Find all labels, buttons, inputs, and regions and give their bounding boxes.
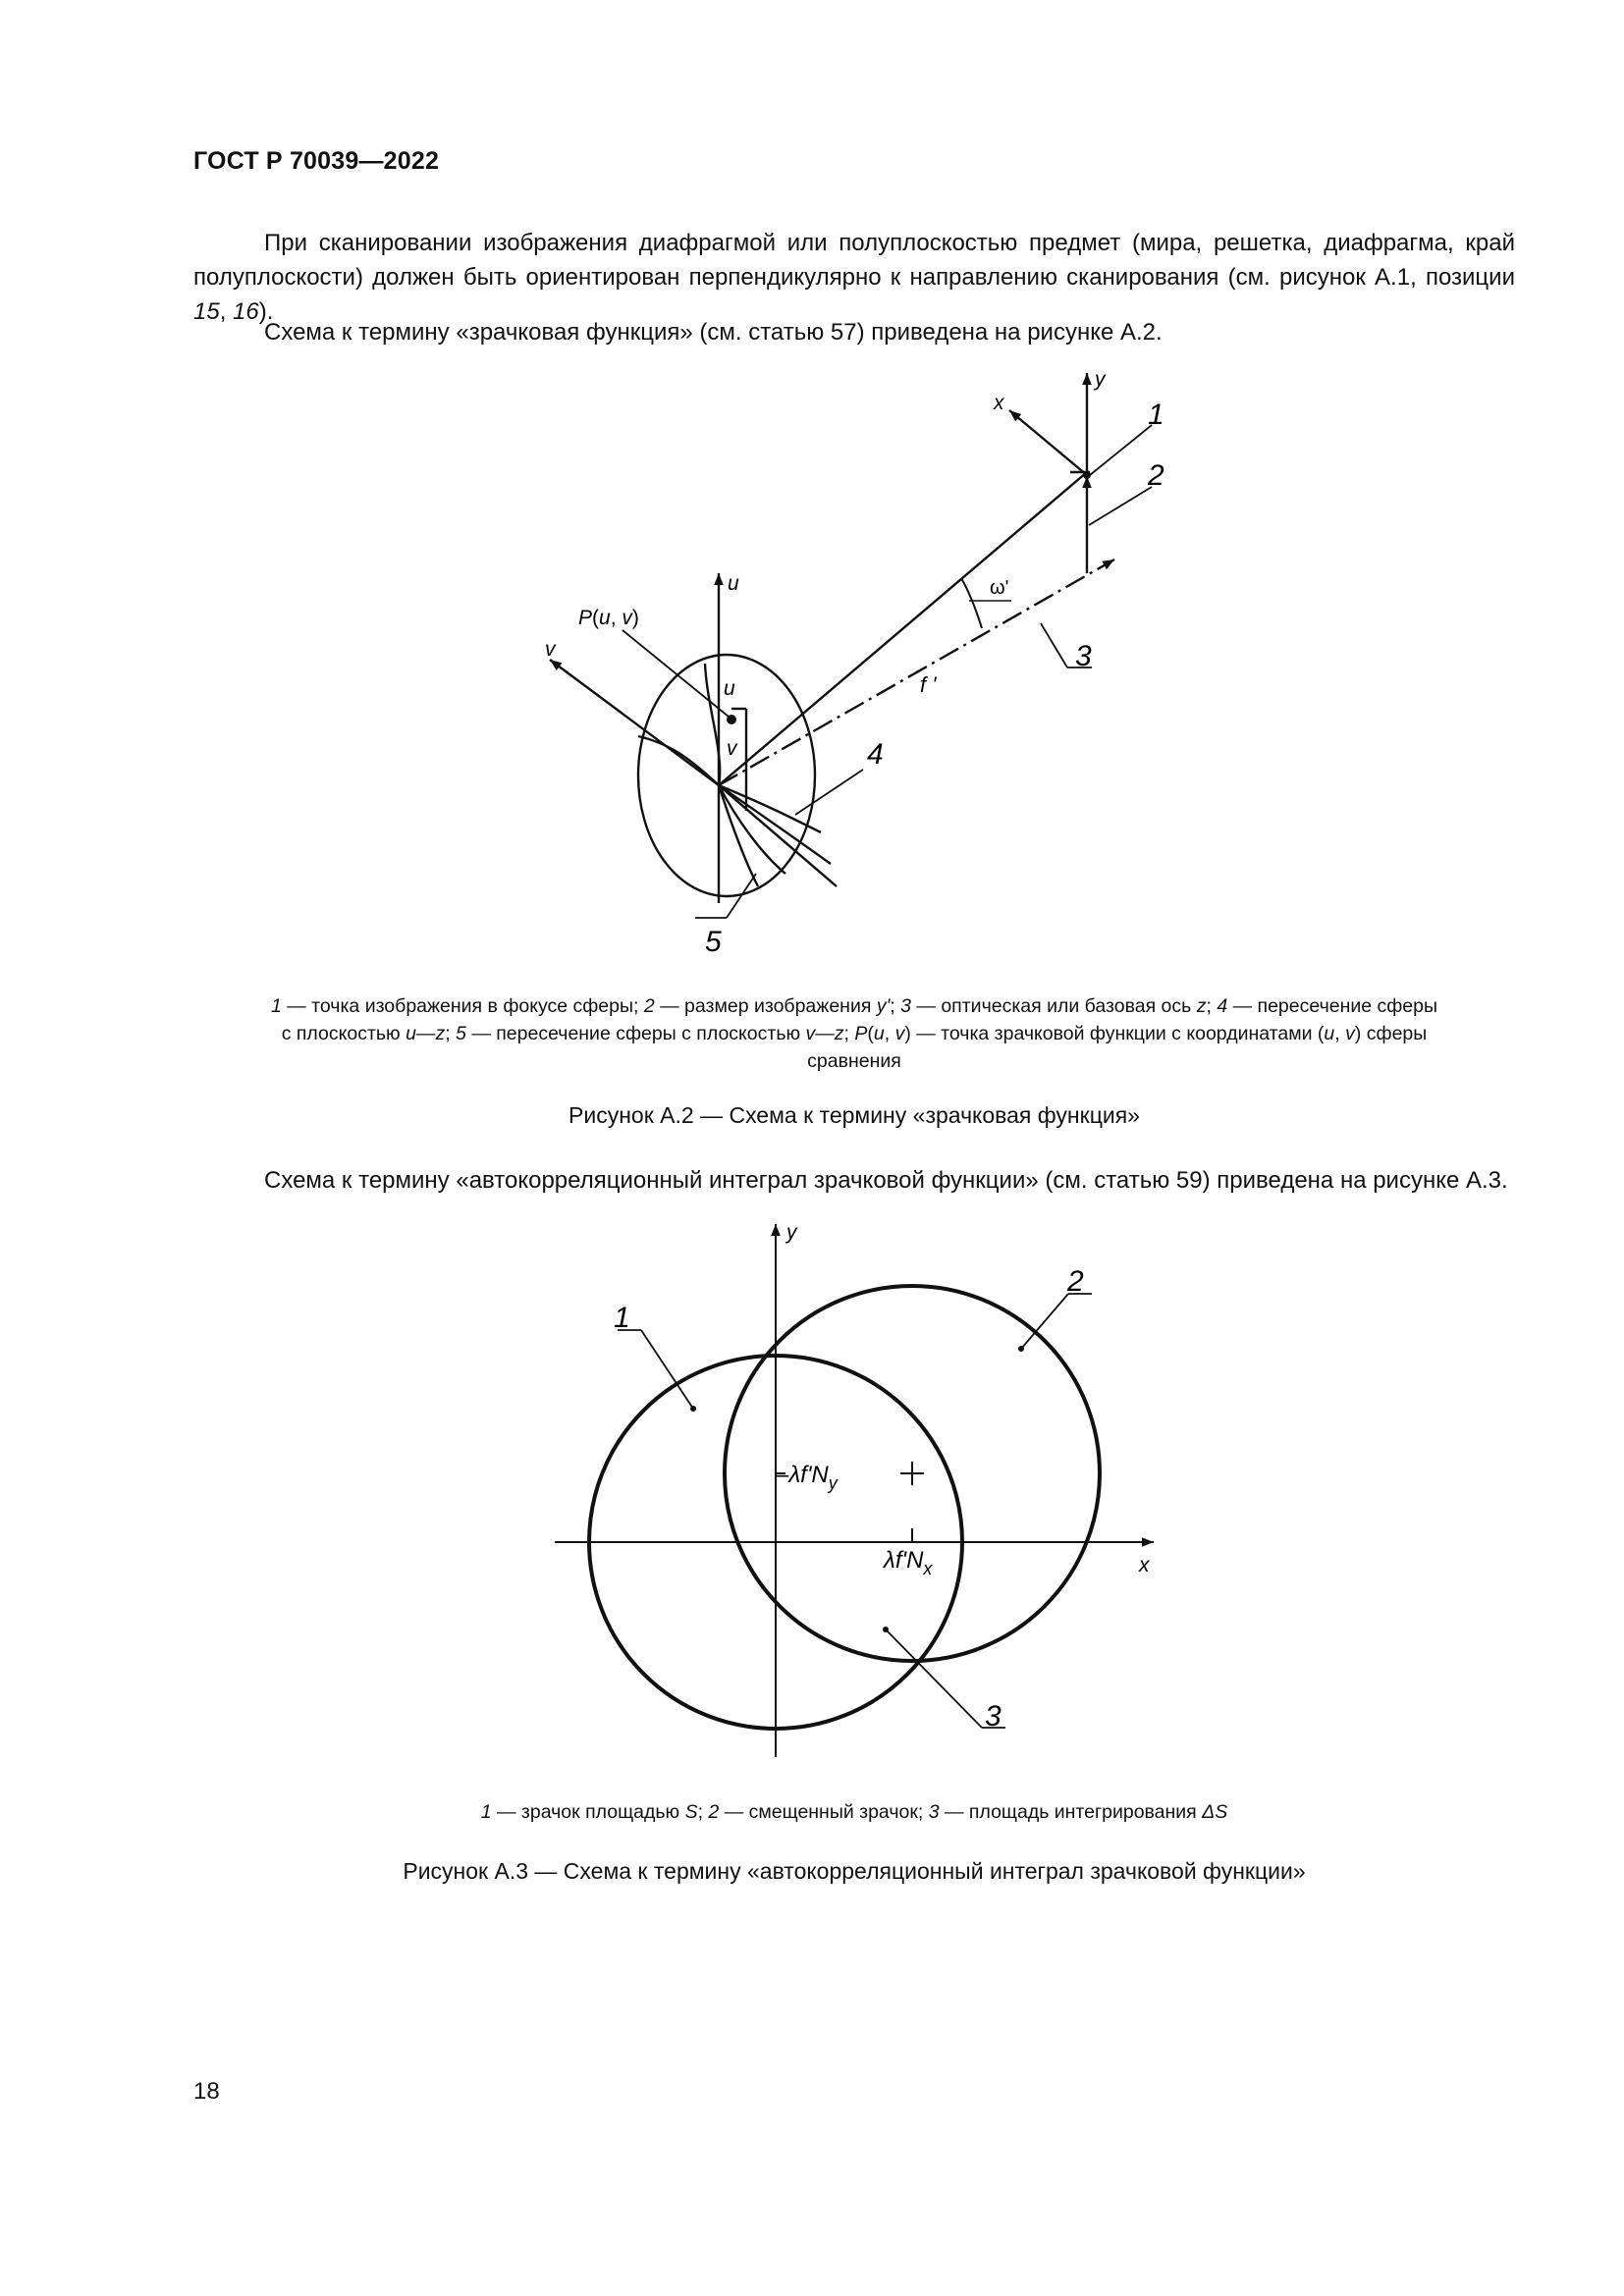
legend-line: сравнения [807,1050,901,1072]
label-ny: $-\lambda f'N_y$ [776,1462,838,1493]
label-x: x [1139,1554,1150,1576]
leader-3 [1041,623,1067,667]
label-y: y [786,1221,797,1244]
label-y: y [1095,368,1106,391]
leader-4 [795,770,863,815]
point-3 [883,1627,889,1632]
callout-3: 3 [1075,640,1092,672]
omega-angle-arc [961,578,982,628]
position-ref: 15 [193,298,220,325]
callout-5: 5 [705,926,722,958]
label-p-point: P(u, v) [578,607,639,629]
focus-point [1083,471,1091,479]
callout-2: 2 [1067,1265,1084,1298]
label-omega: ω' [990,577,1009,599]
label-u-small: u [724,677,735,700]
callout-4: 4 [867,738,884,771]
callout-3: 3 [985,1700,1001,1733]
figure-a3-title: Рисунок А.3 — Схема к термину «автокорреляционный интеграл зрачковой функции» [403,1858,1306,1884]
x-axis-image [1009,410,1087,475]
callout-2: 2 [1148,459,1164,492]
figure-a2-title: Рисунок А.2 — Схема к термину «зрачковая функция» [568,1102,1140,1128]
figure-a3-diagram [0,1178,1624,1787]
label-f: f ' [920,672,937,697]
figure-a3-legend: 1 — зрачок площадью S; 2 — смещенный зрачок; 3 — площадь интегрирования ΔS [480,1801,1228,1823]
leader-2 [1089,487,1152,525]
leader-1 [1090,425,1152,475]
leader-p [623,630,729,717]
paragraph-autocorrelation: Схема к термину «автокорреляционный интеграл зрачковой функции» (см. статью 59) приведена на рисунке А.3. [264,1167,1508,1194]
label-x: x [994,392,1004,414]
label-u-axis: u [728,572,739,595]
callout-1: 1 [1148,399,1164,431]
legend-line: с плоскостью u—z; 5 — пересечение сферы с плоскостью v—z; P(u, v) — точка зрачковой функции с координатами (u, v) сферы [281,1023,1428,1044]
label-nx: $\lambda f'N_x$ [884,1547,933,1578]
pupil-point [727,715,736,724]
figure-a2-diagram [0,0,1624,982]
chief-ray [719,472,1087,785]
callout-1: 1 [614,1302,630,1334]
label-v-small: v [727,737,737,760]
optical-axis-z [719,560,1114,785]
position-ref: 16 [233,298,259,325]
figure-a2-legend [193,992,1515,1075]
paragraph-end: ). [258,298,274,325]
separator: , [219,298,234,325]
paragraph-text: При сканировании изображения диафрагмой или полуплоскостью предмет (мира, решетка, диафрагма, край полуплоскости) должен быть ориентирован перпендикулярно к направлению сканирования (см. рисунок А.1, позиции [193,230,1515,291]
label-v-axis: v [545,638,556,661]
v-axis [550,660,719,785]
document-code: ГОСТ Р 70039—2022 [193,147,440,175]
point-2 [1018,1346,1024,1352]
legend-line: 1 — точка изображения в фокусе сферы; 2 — размер изображения y'; 3 — оптическая или базовая ось z; 4 — пересечение сферы [270,995,1437,1017]
point-1 [690,1406,696,1412]
paragraph-pupil-function: Схема к термину «зрачковая функция» (см. статью 57) приведена на рисунке А.2. [264,319,1163,346]
page-number: 18 [193,2078,220,2105]
